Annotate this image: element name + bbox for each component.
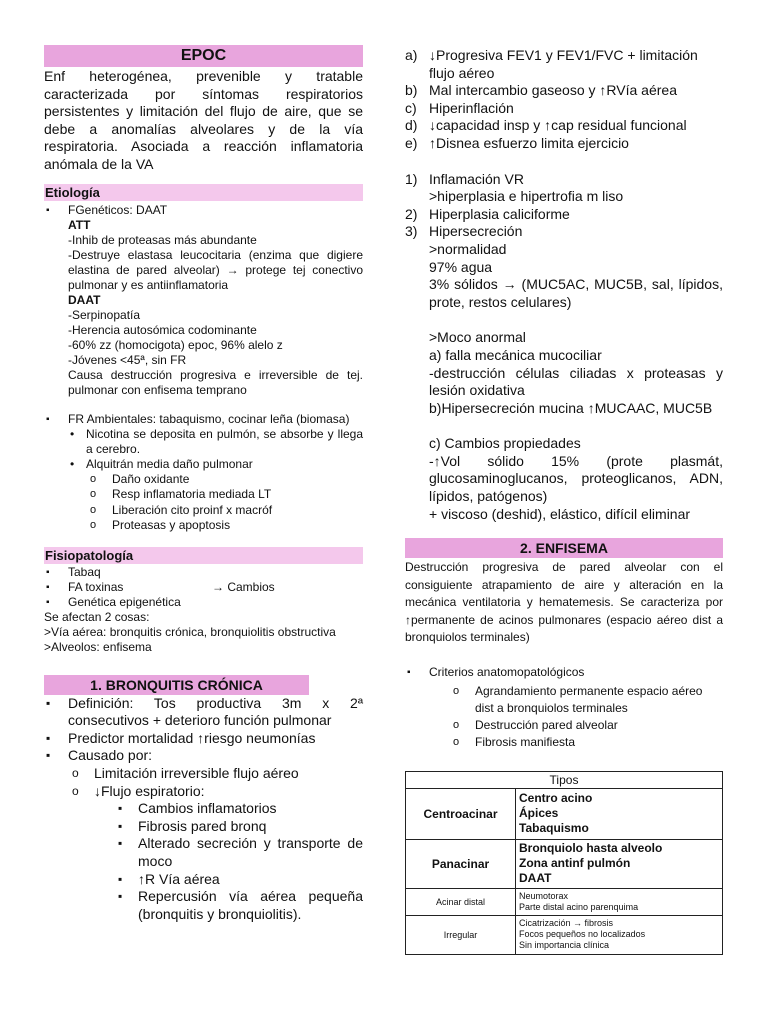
list-item — [405, 171, 723, 189]
enfisema-definition: Destrucción progresiva de pared alveolar con el consiguiente atrapamiento de aire y alteración en la mecánica ventilatoria y hematemesis. Se caracteriza por ↑permanente de acinos pulmonares (espacio aéreo dist a bronquiolos terminales) — [405, 560, 723, 645]
list-item — [64, 457, 363, 534]
list-item: ▪ Fibrosis pared bronq — [114, 818, 363, 836]
environmental-label: ▪ FR Ambientales: tabaquismo, cocinar leña (biomasa) — [68, 411, 350, 426]
text-line: >normalidad — [429, 240, 507, 257]
desc-line: Parte distal acino parenquima — [519, 901, 639, 912]
fisiopatologia-line: Se afectan 2 cosas: — [44, 609, 150, 624]
list-item: o Daño oxidante — [86, 472, 363, 488]
desc-line: Cicatrización → fibrosis — [519, 918, 614, 929]
desc-line: DAAT — [519, 871, 552, 886]
fisiopatologia-list — [44, 565, 363, 610]
att-line: -Destruye elastasa leucocitaria (enzima que digiere elastina de pared alveolar) → protege tej conectivo pulmonar y es antiinflamatoria — [68, 247, 363, 292]
list-marker: b) — [405, 82, 418, 99]
att-line: -Inhib de proteasas más abundante — [68, 232, 257, 247]
list-item — [70, 783, 363, 924]
list-item-text: ↑Disnea esfuerzo limita ejercicio — [429, 134, 629, 151]
list-item — [44, 747, 363, 923]
text-line: c) Cambios propiedades — [429, 435, 581, 452]
alquitran-sublist — [86, 472, 363, 534]
genetic-label: ▪ FGenéticos: DAAT — [68, 202, 168, 217]
daat-line: -Serpinopatía — [68, 307, 141, 322]
list-item: o Limitación irreversible flujo aéreo — [70, 765, 363, 783]
environmental-factors-item — [44, 412, 363, 534]
list-item — [405, 117, 723, 135]
table-cell-desc — [516, 915, 723, 954]
list-item — [405, 47, 723, 82]
bronquitis-heading: 1. BRONQUITIS CRÓNICA — [44, 675, 309, 695]
text-line: b)Hipersecreción mucina ↑MUCAAC, MUC5B — [429, 399, 713, 416]
list-item-text: ↓Progresiva FEV1 y FEV1/FVC + limitación flujo aéreo — [429, 47, 698, 81]
text-line: -↑Vol sólido 15% (prote plasmát, glucosaminoglucanos, proteoglicanos, ADN, lípidos, patógenos) — [429, 452, 723, 505]
table-cell-desc — [516, 839, 723, 888]
criteria-sublist — [449, 683, 723, 751]
list-item-text: Hiperinflación — [429, 99, 514, 116]
criteria-label: ▪ Criterios anatomopatológicos — [429, 664, 585, 679]
list-item: ▪ Alterado secreción y transporte de moco — [114, 835, 363, 870]
intro-paragraph: Enf heterogénea, prevenible y tratable caracterizada por síntomas respiratorios persistentes y limitación del flujo de aire, que se debe a anomalías alveolares y de la vía respiratoria. Asociada a reacción inflamatoria anómala de la VA — [44, 68, 363, 172]
list-item: ▪ Tabaq — [44, 565, 363, 580]
list-item — [405, 188, 723, 206]
genetic-factors-item — [44, 203, 363, 398]
desc-line: Ápices — [519, 806, 559, 821]
numbered-list — [405, 171, 723, 241]
list-item-text: Mal intercambio gaseoso y ↑RVía aérea — [429, 82, 677, 99]
list-item-text: FA toxinas — [68, 579, 124, 594]
list-item: • Nicotina se deposita en pulmón, se absorbe y llega a cerebro. — [64, 427, 363, 457]
list-item-text: Inflamación VR — [429, 170, 524, 187]
table-row — [406, 888, 723, 915]
table-row — [406, 788, 723, 839]
list-marker: c) — [405, 99, 417, 116]
environmental-sublist — [64, 427, 363, 534]
daat-line: -60% zz (homocigota) epoc, 96% alelo z — [68, 337, 283, 352]
list-item-text: ↓capacidad insp y ↑cap residual funcional — [429, 117, 687, 134]
list-item: ▪ Repercusión vía aérea pequeña (bronquitis y bronquiolitis). — [114, 888, 363, 923]
list-item — [405, 135, 723, 153]
daat-line: -Herencia autosómica codominante — [68, 322, 257, 337]
list-item: ▪ Definición: Tos productiva 3m x 2ª consecutivos + deterioro función pulmonar — [44, 695, 363, 730]
list-item-text: • Alquitrán media daño pulmonar — [86, 456, 253, 471]
list-item — [44, 580, 363, 595]
desc-line: Zona antinf pulmón — [519, 856, 631, 871]
causes-sublist — [70, 765, 363, 923]
etiologia-list — [44, 203, 363, 534]
fisiopatologia-line: >Vía aérea: bronquitis crónica, bronquiolitis obstructiva — [44, 624, 336, 639]
daat-line: -Jóvenes <45ª, sin FR — [68, 352, 187, 367]
list-item-text: Hipersecreción — [429, 223, 523, 240]
table-cell-desc — [516, 888, 723, 915]
list-item: ▪ Predictor mortalidad ↑riesgo neumonías — [44, 730, 363, 748]
cambios-arrow-text: → Cambios — [212, 579, 275, 594]
table-cell-type: Centroacinar — [406, 788, 516, 839]
list-item: o Fibrosis manifiesta — [449, 734, 723, 751]
list-item-text: o ↓Flujo espiratorio: — [94, 782, 205, 799]
etiologia-heading: Etiología — [44, 184, 363, 201]
page-title: EPOC — [44, 45, 363, 67]
table-title-row — [406, 771, 723, 788]
list-item — [405, 665, 723, 751]
daat-title: DAAT — [68, 292, 101, 307]
list-item: o Resp inflamatoria mediada LT — [86, 487, 363, 503]
table-cell-desc — [516, 788, 723, 839]
desc-line: Neumotorax — [519, 890, 569, 901]
table-cell-type: Acinar distal — [406, 888, 516, 915]
text-line: 97% agua — [429, 258, 493, 275]
list-item: ▪ Genética epigenética — [44, 595, 363, 610]
list-marker: d) — [405, 117, 418, 134]
desc-line: Bronquiolo hasta alveolo — [519, 841, 663, 856]
list-item: o Liberación cito proinf x macróf — [86, 503, 363, 519]
list-marker: e) — [405, 134, 418, 151]
table-row — [406, 915, 723, 954]
list-marker: a) — [405, 47, 418, 63]
list-item: o Destrucción pared alveolar — [449, 717, 723, 734]
letter-list — [405, 47, 723, 153]
bronquitis-list — [44, 695, 363, 924]
table-row — [406, 839, 723, 888]
desc-line: Focos pequeños no localizados — [519, 929, 646, 940]
desc-line: Tabaquismo — [519, 821, 589, 836]
desc-line: Centro acino — [519, 791, 593, 806]
list-item — [405, 206, 723, 224]
list-marker: 2) — [405, 205, 418, 222]
table-cell-type: Panacinar — [406, 839, 516, 888]
fisiopatologia-heading: Fisiopatología — [44, 547, 363, 564]
hipersecrecion-block — [405, 241, 723, 523]
flow-sublist — [114, 800, 363, 923]
left-column — [44, 45, 363, 923]
text-line: -destrucción células ciliadas x proteasas y lesión oxidativa — [429, 364, 723, 399]
table-cell-type: Irregular — [406, 915, 516, 954]
daat-line: Causa destrucción progresiva e irreversible de tej. pulmonar con enfisema temprano — [68, 367, 363, 397]
att-title: ATT — [68, 217, 91, 232]
list-item-text: Hiperplasia caliciforme — [429, 205, 570, 222]
list-item — [405, 100, 723, 118]
list-item — [405, 82, 723, 100]
enfisema-heading: 2. ENFISEMA — [405, 538, 723, 558]
tipos-table — [405, 771, 723, 955]
text-line: + viscoso (deshid), elástico, difícil eliminar — [429, 505, 691, 522]
list-marker: 3) — [405, 223, 418, 240]
list-item-text: ▪ Causado por: — [68, 747, 153, 764]
fisiopatologia-line: >Alveolos: enfisema — [44, 639, 152, 654]
desc-line: Sin importancia clínica — [519, 940, 610, 951]
list-item: o Agrandamiento permanente espacio aéreo dist a bronquiolos terminales — [449, 683, 723, 717]
text-line: 3% sólidos → (MUC5AC, MUC5B, sal, lípidos, prote, restos celulares) — [429, 276, 723, 310]
list-item: ▪ Cambios inflamatorios — [114, 800, 363, 818]
list-item-text: >hiperplasia e hipertrofia m liso — [429, 188, 624, 205]
table-title: Tipos — [406, 771, 723, 788]
list-item: o Proteasas y apoptosis — [86, 518, 363, 534]
list-item — [405, 223, 723, 241]
right-column — [405, 47, 723, 955]
criteria-list — [405, 665, 723, 751]
text-line: >Moco anormal — [429, 329, 526, 346]
text-line: a) falla mecánica mucociliar — [429, 346, 602, 363]
list-item: ▪ ↑R Vía aérea — [114, 871, 363, 889]
list-marker: 1) — [405, 170, 418, 187]
